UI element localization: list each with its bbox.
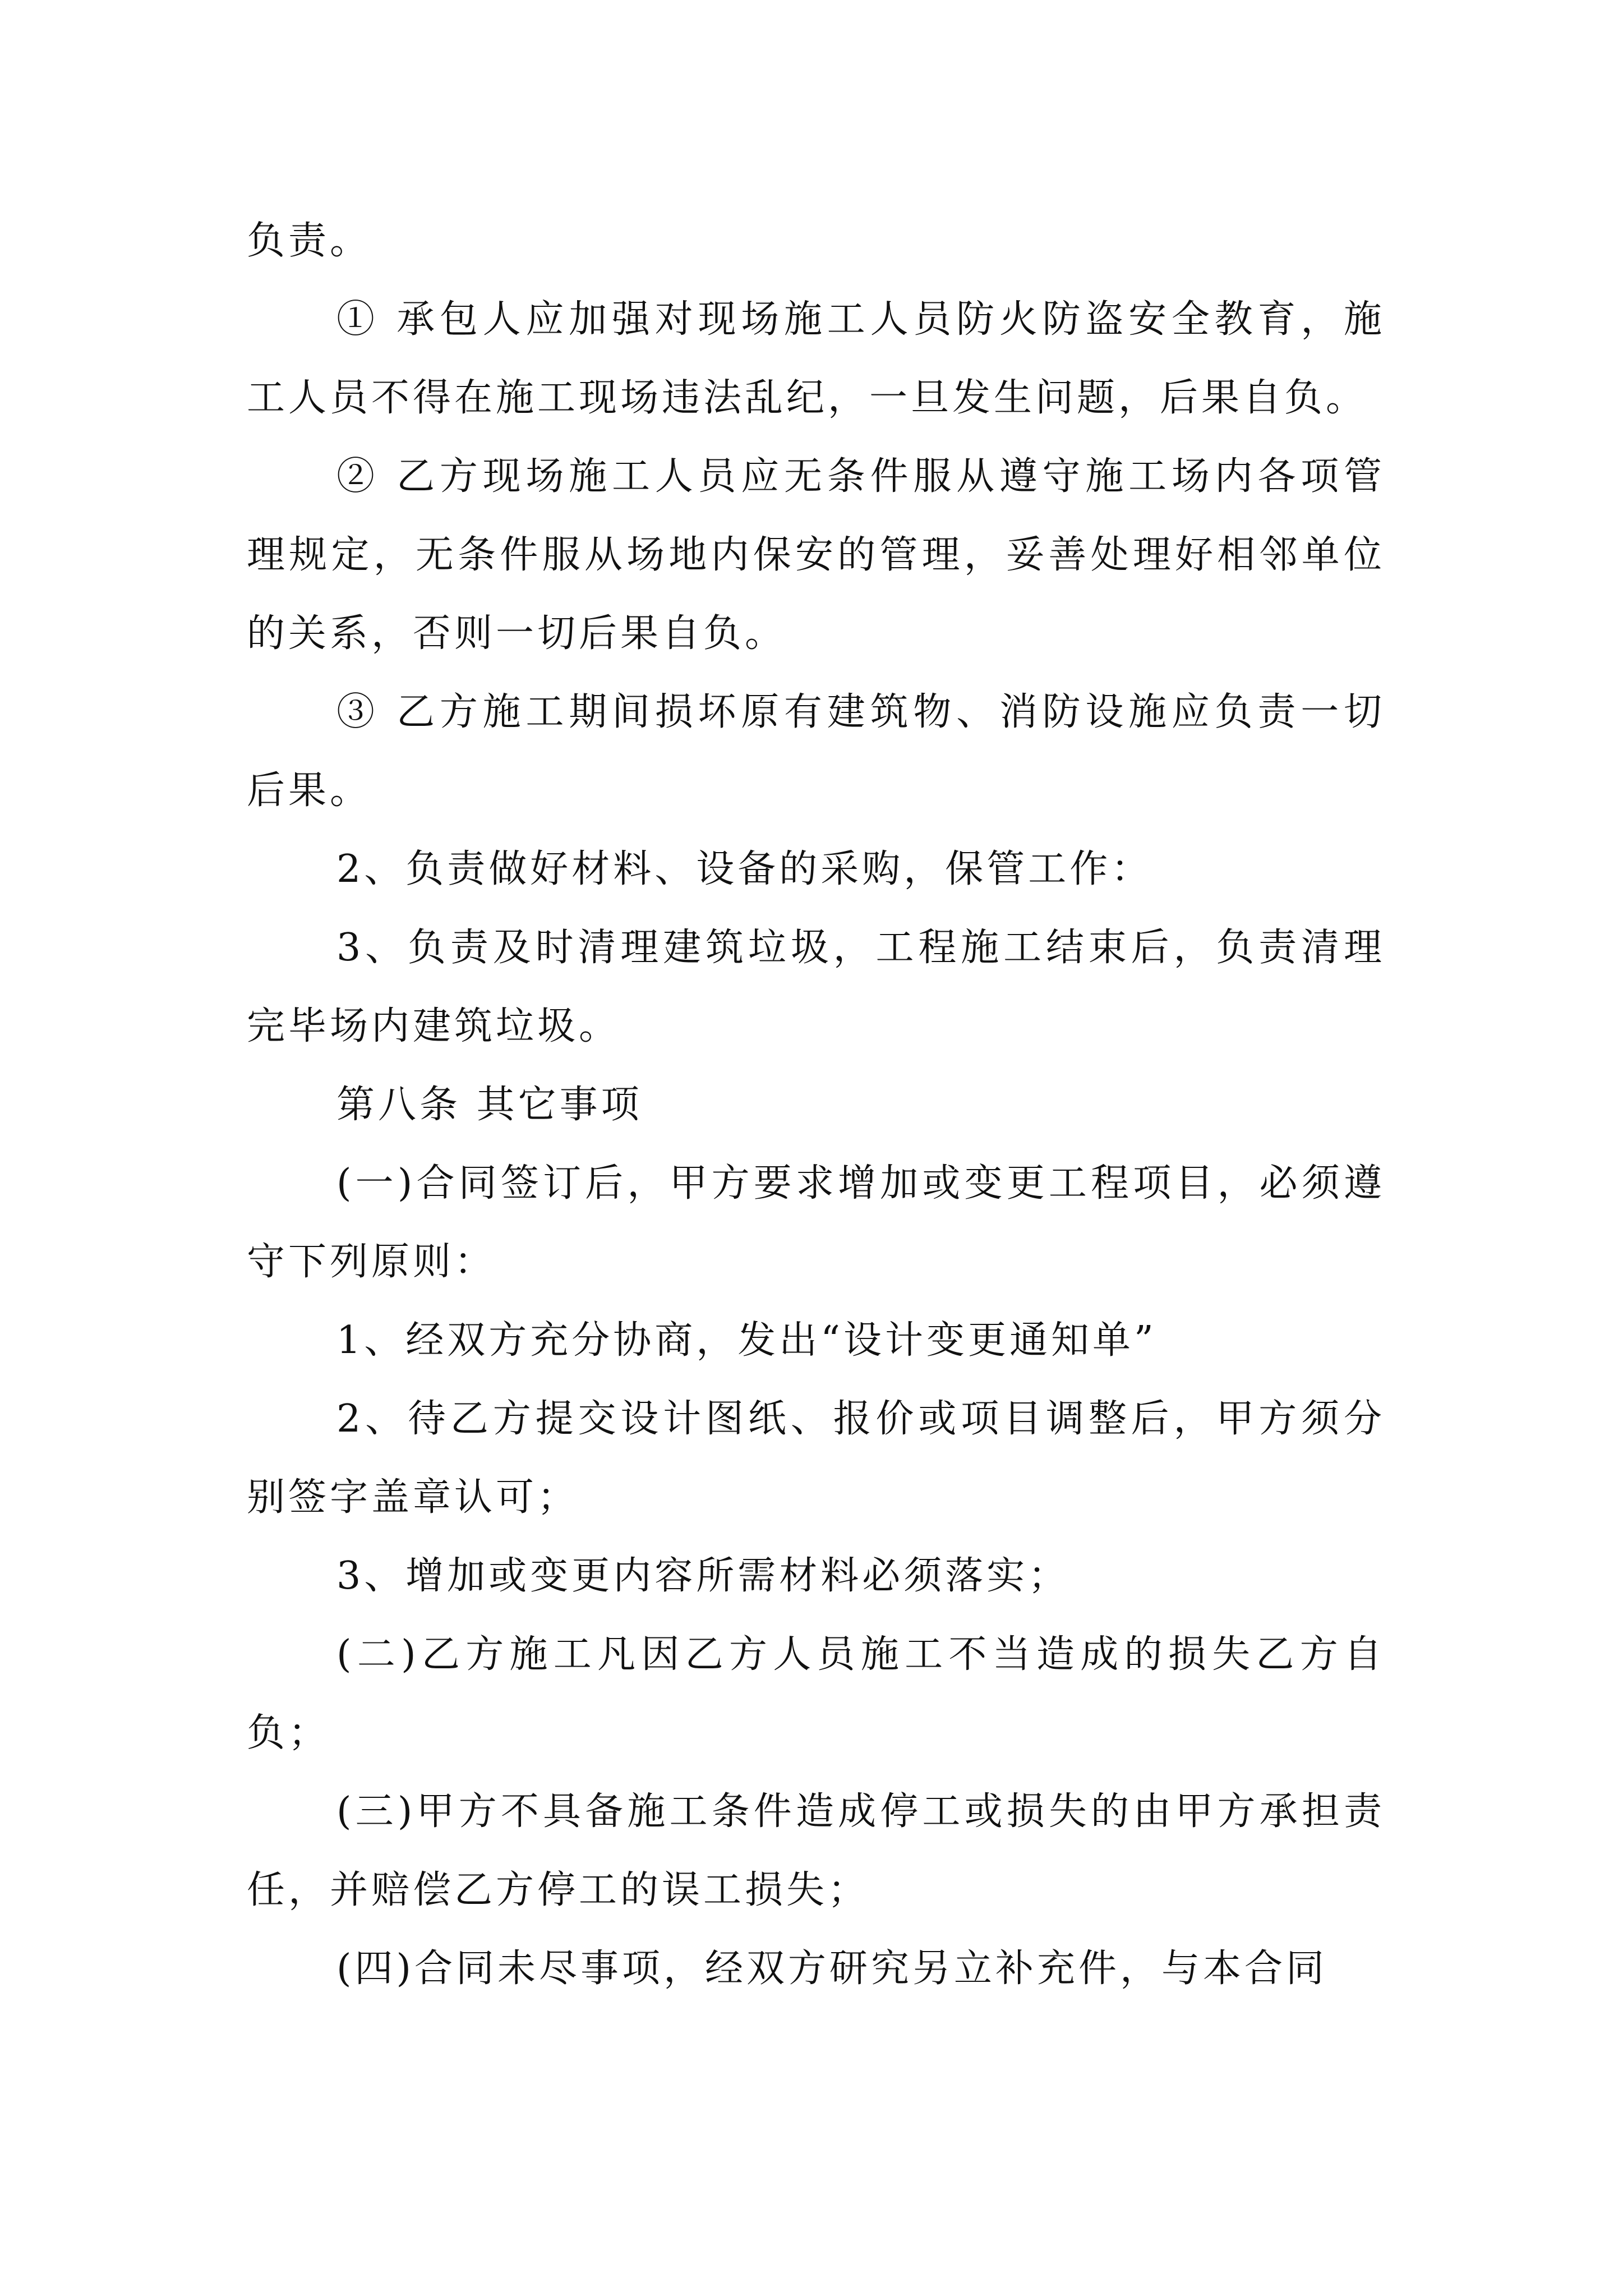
paragraph-clause-3: 3、负责及时清理建筑垃圾，工程施工结束后，负责清理完毕场内建筑垃圾。 [247, 926, 1385, 1048]
article-heading: 第八条 其它事项 [336, 1083, 643, 1127]
paragraph-continuation: 负责。 [247, 219, 372, 263]
paragraph-section-1: (一)合同签订后，甲方要求增加或变更工程项目，必须遵守下列原则： [247, 1161, 1385, 1284]
document-body [247, 202, 1385, 2008]
paragraph-section-2: (二)乙方施工凡因乙方人员施工不当造成的损失乙方自负； [247, 1632, 1385, 1755]
paragraph-clause-2: 2、负责做好材料、设备的采购，保管工作： [336, 847, 1153, 891]
paragraph-rule-1: 1、经双方充分协商，发出“设计变更通知单” [336, 1318, 1157, 1363]
paragraph-section-3: (三)甲方不具备施工条件造成停工或损失的由甲方承担责任，并赔偿乙方停工的误工损失； [247, 1789, 1385, 1912]
paragraph-rule-3: 3、增加或变更内容所需材料必须落实； [336, 1554, 1070, 1598]
paragraph-item-1: ① 承包人应加强对现场施工人员防火防盗安全教育，施工人员不得在施工现场违法乱纪，一旦发生问题，后果自负。 [247, 297, 1385, 420]
paragraph-item-3: ③ 乙方施工期间损坏原有建筑物、消防设施应负责一切后果。 [247, 690, 1385, 813]
paragraph-section-4: (四)合同未尽事项，经双方研究另立补充件，与本合同 [336, 1947, 1328, 1991]
paragraph-item-2: ② 乙方现场施工人员应无条件服从遵守施工场内各项管理规定，无条件服从场地内保安的管理，妥善处理好相邻单位的关系，否则一切后果自负。 [247, 454, 1385, 656]
paragraph-rule-2: 2、待乙方提交设计图纸、报价或项目调整后，甲方须分别签字盖章认可； [247, 1397, 1385, 1520]
